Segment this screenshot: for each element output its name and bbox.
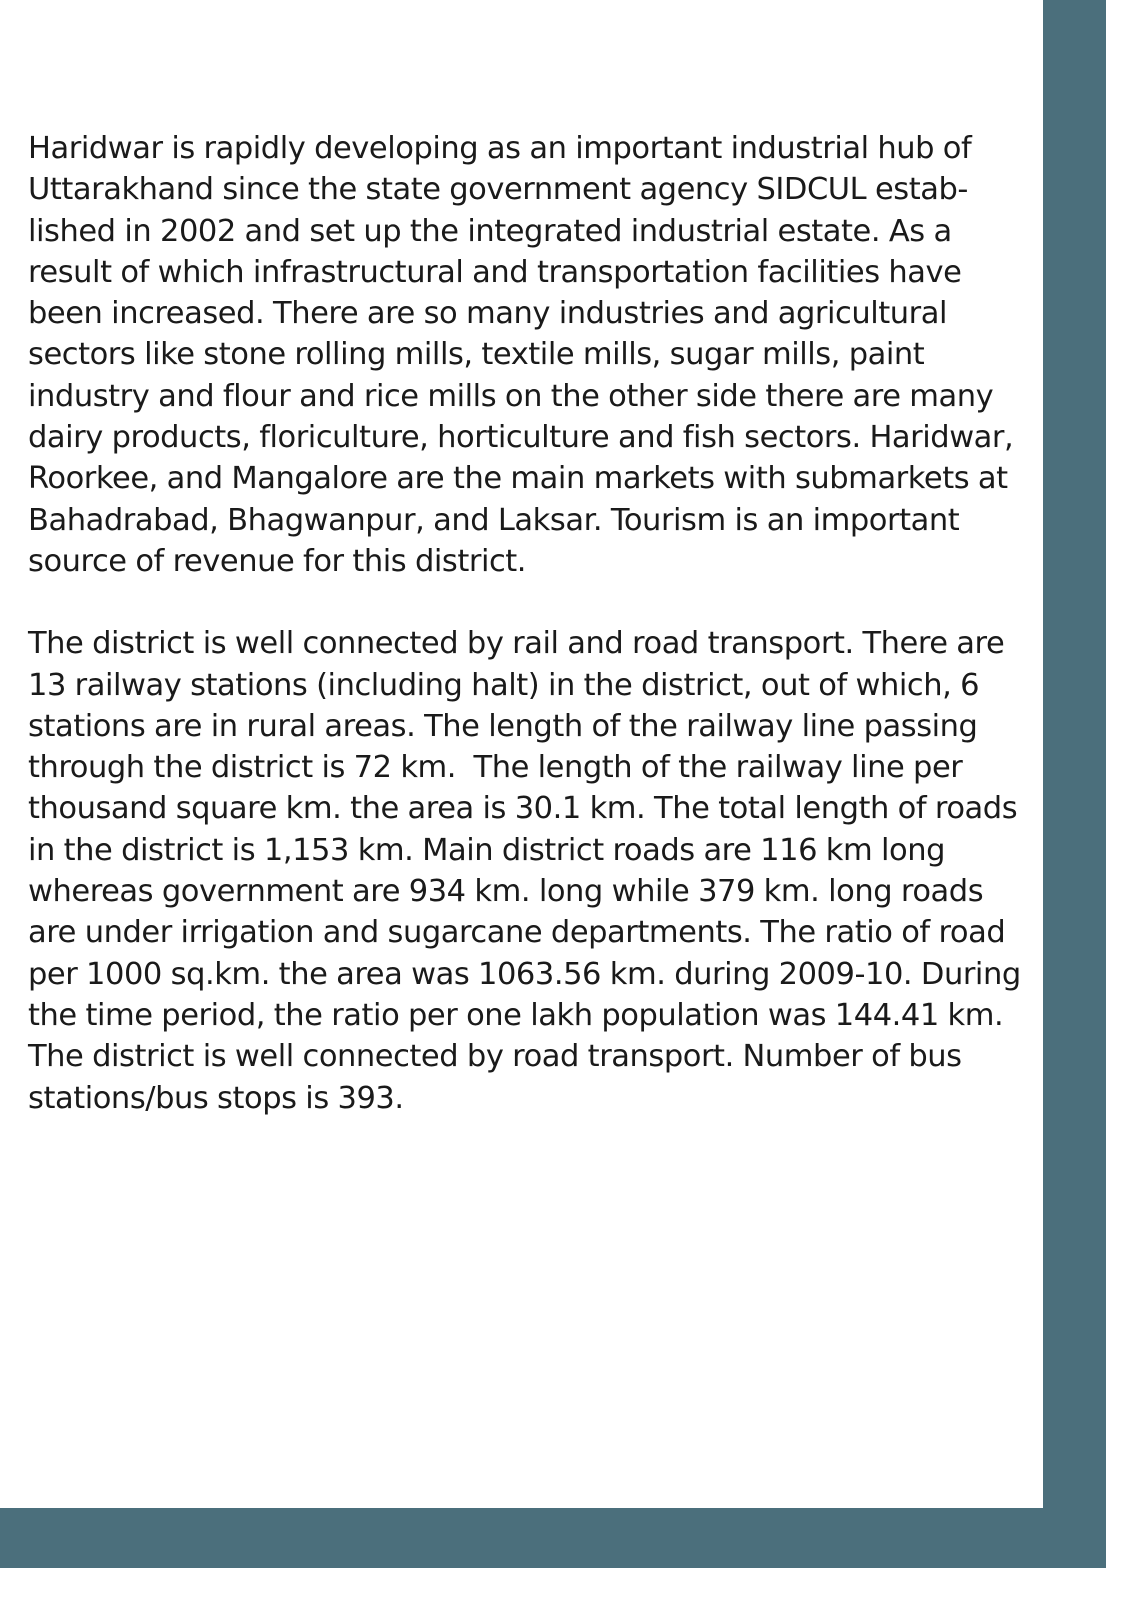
text-line: dairy products, floriculture, horticulture and fish sectors. Haridwar,: [28, 420, 1014, 456]
text-line: per 1000 sq.km. the area was 1063.56 km. during 2009-10. During: [28, 956, 1021, 992]
text-line: been increased. There are so many industries and agricultural: [28, 296, 947, 332]
text-line: lished in 2002 and set up the integrated industrial estate. As a: [28, 213, 952, 249]
text-line: source of revenue for this district.: [28, 543, 527, 579]
paragraph-transport: [28, 623, 1038, 1119]
text-line: sectors like stone rolling mills, textile mills, sugar mills, paint: [28, 337, 925, 373]
text-line: thousand square km. the area is 30.1 km. The total length of roads: [28, 791, 1018, 827]
text-line: whereas government are 934 km. long while 379 km. long roads: [28, 874, 984, 910]
text-line: the time period, the ratio per one lakh population was 144.41 km.: [28, 997, 1004, 1033]
paragraph-industry: [28, 128, 1038, 582]
text-line: 13 railway stations (including halt) in the district, out of which, 6: [28, 667, 980, 703]
right-accent-band: [1043, 0, 1106, 1568]
text-line: Uttarakhand since the state government agency SIDCUL estab-: [28, 172, 968, 208]
body-text: [28, 128, 1038, 1119]
text-line: in the district is 1,153 km. Main district roads are 116 km long: [28, 832, 946, 868]
text-line: stations are in rural areas. The length of the railway line passing: [28, 708, 978, 744]
text-line: are under irrigation and sugarcane departments. The ratio of road: [28, 915, 1006, 951]
text-line: Roorkee, and Mangalore are the main markets with submarkets at: [28, 461, 1008, 497]
paragraph-spacer: [28, 582, 1038, 623]
text-line: Bahadrabad, Bhagwanpur, and Laksar. Tourism is an important: [28, 502, 960, 538]
text-line: through the district is 72 km. The length of the railway line per: [28, 750, 963, 786]
text-line: stations/bus stops is 393.: [28, 1080, 404, 1116]
text-line: industry and flour and rice mills on the other side there are many: [28, 378, 994, 414]
text-line: The district is well connected by road transport. Number of bus: [28, 1039, 962, 1075]
text-line: Haridwar is rapidly developing as an important industrial hub of: [28, 131, 972, 166]
text-line: result of which infrastructural and transportation facilities have: [28, 254, 962, 290]
text-line: The district is well connected by rail and road transport. There are: [28, 626, 1005, 662]
bottom-accent-band: [0, 1508, 1106, 1568]
